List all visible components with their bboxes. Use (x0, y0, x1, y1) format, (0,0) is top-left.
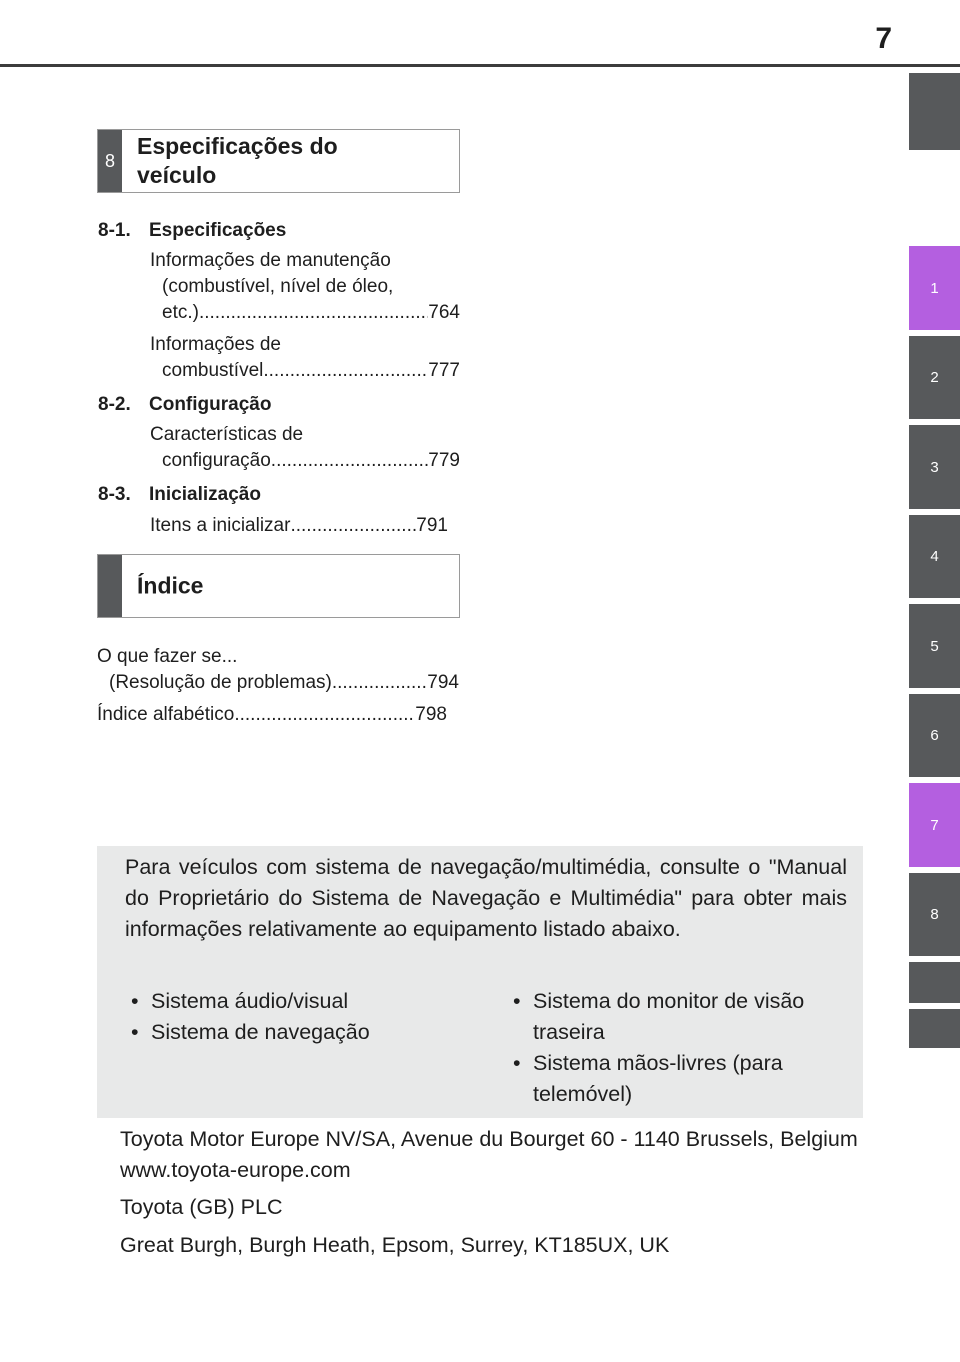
toc-entry[interactable]: Informações de combustível ..... 777 (150, 332, 448, 384)
page-ref: 798 (415, 704, 447, 725)
page-number: 7 (875, 22, 892, 55)
page-ref: 764 (428, 302, 460, 323)
side-tab-1[interactable]: 1 (909, 246, 960, 330)
chapter-heading[interactable]: 8-2. Configuração (98, 394, 272, 415)
page-ref: 791 (416, 515, 448, 536)
side-tab-blank-b[interactable] (909, 1009, 960, 1048)
side-tab-7[interactable]: 7 (909, 783, 960, 867)
toc-entry[interactable]: O que fazer se... (Resolução de problemas) ..... 794 (97, 644, 447, 696)
side-tab-5[interactable]: 5 (909, 604, 960, 688)
header-rule (0, 64, 960, 67)
side-tab-8[interactable]: 8 (909, 873, 960, 956)
publisher-name: Toyota (GB) PLC (120, 1195, 283, 1219)
list-item: • Sistema de navegação (125, 1017, 485, 1048)
page-ref: 779 (428, 450, 460, 471)
index-section-header (97, 554, 460, 618)
side-tab-2[interactable]: 2 (909, 336, 960, 419)
section-8-header (97, 129, 460, 193)
toc-entry[interactable]: Índice alfabético ..... 798 (97, 702, 447, 728)
chapter-heading[interactable]: 8-1. Especificações (98, 220, 287, 241)
side-tab-4[interactable]: 4 (909, 515, 960, 598)
toc-entry[interactable]: Itens a inicializar ..... 791 (150, 513, 448, 539)
note-text: Para veículos com sistema de navegação/multimédia, consulte o "Manual do Proprietário do Sistema de Navegação e Multimédia" para obter mais informações relativamente ao equipamento listado abaixo. (125, 855, 847, 941)
side-tab-blank-a[interactable] (909, 962, 960, 1003)
chapter-heading[interactable]: 8-3. Inicialização (98, 484, 261, 505)
page-ref: 777 (428, 360, 460, 381)
list-item: • Sistema mãos-livres (para telemóvel) (507, 1048, 847, 1110)
section-number-badge: 8 (98, 130, 122, 192)
toc-entry[interactable]: Características de configuração ..... 779 (150, 422, 448, 474)
section-title: Índice (137, 572, 204, 599)
section-title: Especificações do veículo (137, 133, 338, 188)
side-tab-blank-top[interactable] (909, 73, 960, 150)
section-number-badge (98, 555, 122, 617)
side-tab-6[interactable]: 6 (909, 694, 960, 777)
list-item: • Sistema áudio/visual (125, 986, 485, 1017)
navigation-note-box (97, 846, 863, 1118)
toc-entry[interactable]: Informações de manutenção (combustível, nível de óleo, etc.) ..... 764 (150, 248, 448, 326)
bullet-list-right (507, 986, 847, 1110)
publisher-address: Toyota Motor Europe NV/SA, Avenue du Bourget 60 - 1140 Brussels, Belgium www.toyota-europe.com (120, 1127, 858, 1182)
publisher-location: Great Burgh, Burgh Heath, Epsom, Surrey, KT185UX, UK (120, 1233, 670, 1257)
list-item: • Sistema do monitor de visão traseira (507, 986, 847, 1048)
side-tab-3[interactable]: 3 (909, 425, 960, 509)
page-ref: 794 (427, 672, 459, 693)
bullet-list-left (125, 986, 485, 1048)
